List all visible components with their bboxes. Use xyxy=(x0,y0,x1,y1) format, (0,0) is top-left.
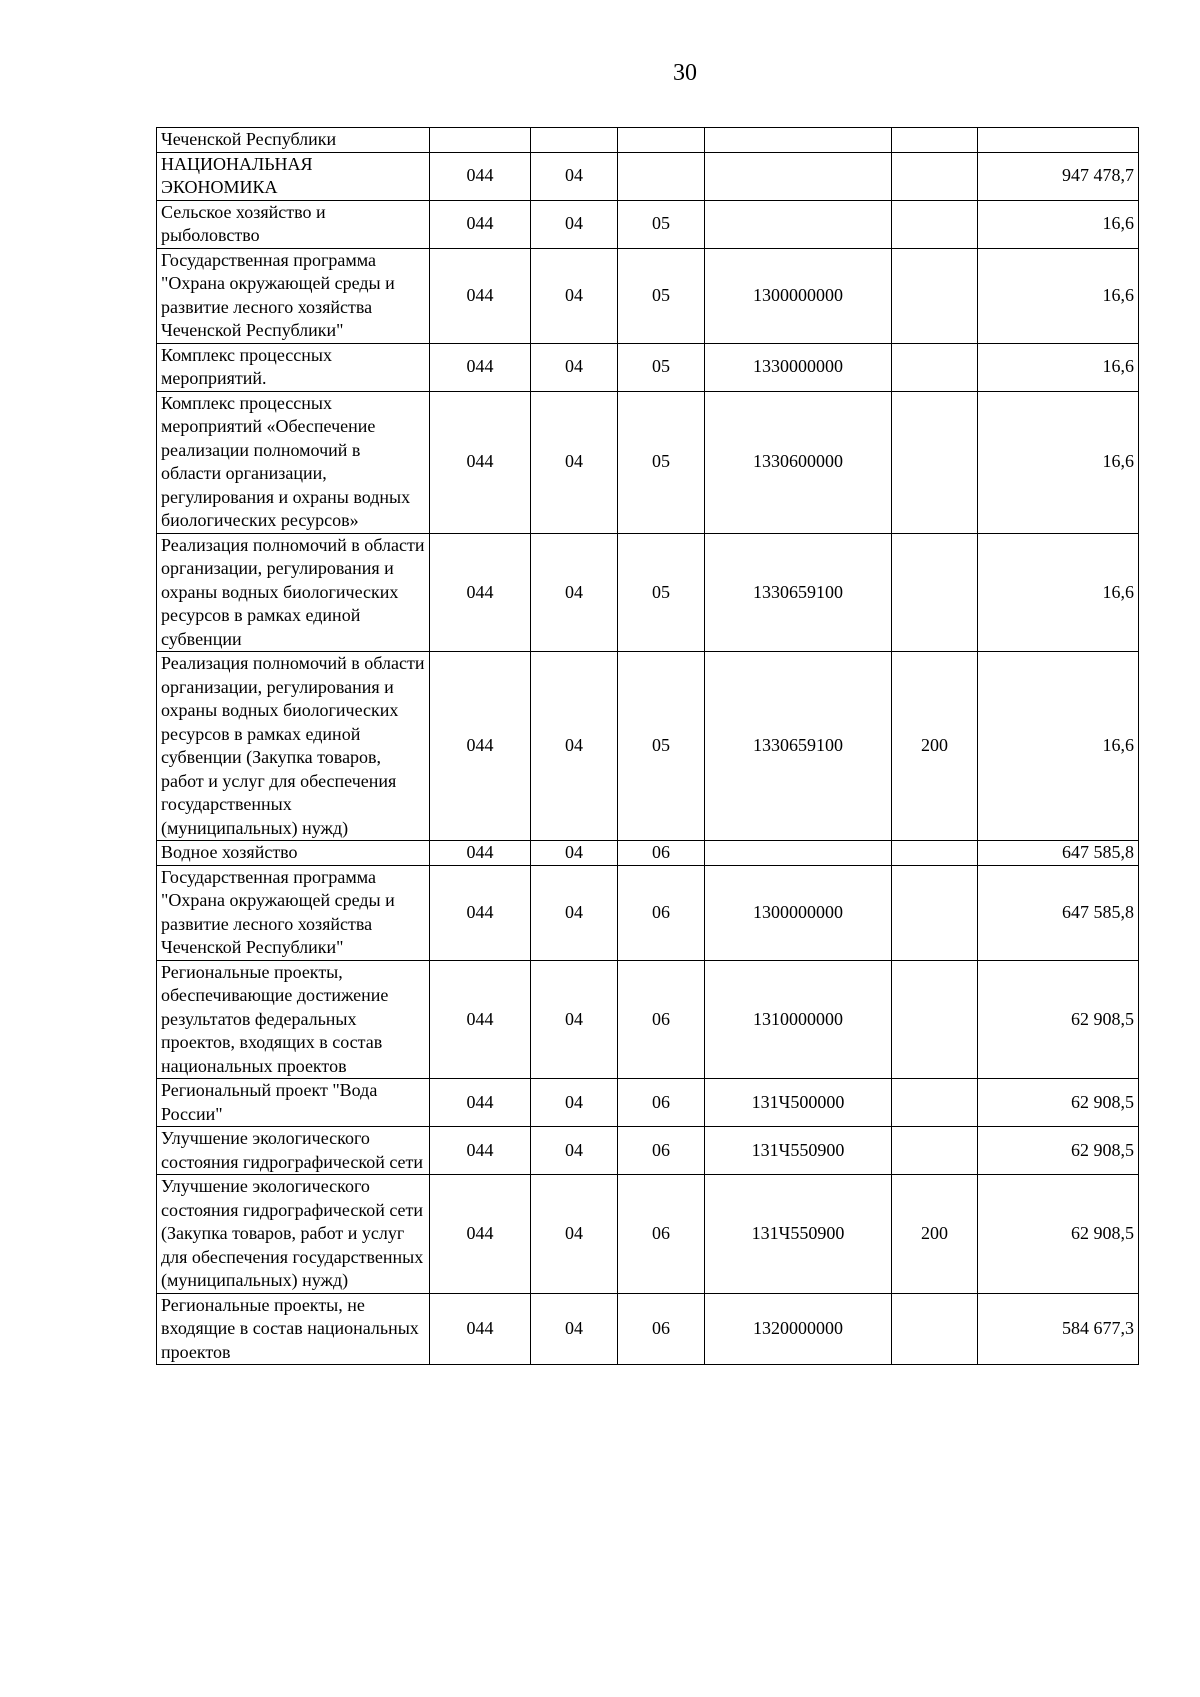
cell-amount: 16,6 xyxy=(978,652,1139,841)
cell-subsection xyxy=(618,152,705,200)
cell-expense-type xyxy=(892,128,978,153)
table-row xyxy=(157,960,1139,1079)
cell-section: 04 xyxy=(531,343,618,391)
cell-amount: 62 908,5 xyxy=(978,1175,1139,1294)
cell-expense-type xyxy=(892,391,978,533)
cell-amount: 62 908,5 xyxy=(978,1127,1139,1175)
cell-name: Реализация полномочий в области организации, регулирования и охраны водных биологических ресурсов в рамках единой субвенции (Закупка товаров, работ и услуг для обеспечения государственных (муниципальных) нужд) xyxy=(157,652,430,841)
cell-expense-type xyxy=(892,533,978,652)
cell-name: Чеченской Республики xyxy=(157,128,430,153)
cell-target-article: 1300000000 xyxy=(705,248,892,343)
cell-target-article: 131Ч500000 xyxy=(705,1079,892,1127)
cell-grbs: 044 xyxy=(430,1293,531,1365)
cell-name: Комплекс процессных мероприятий. xyxy=(157,343,430,391)
cell-subsection: 06 xyxy=(618,865,705,960)
cell-section: 04 xyxy=(531,1293,618,1365)
cell-section: 04 xyxy=(531,652,618,841)
table-row xyxy=(157,1293,1139,1365)
cell-subsection: 06 xyxy=(618,1127,705,1175)
table-row xyxy=(157,128,1139,153)
cell-section: 04 xyxy=(531,1175,618,1294)
cell-subsection: 06 xyxy=(618,1175,705,1294)
cell-target-article: 1310000000 xyxy=(705,960,892,1079)
cell-target-article: 131Ч550900 xyxy=(705,1175,892,1294)
cell-name: Региональный проект "Вода России" xyxy=(157,1079,430,1127)
cell-target-article xyxy=(705,841,892,866)
cell-amount: 647 585,8 xyxy=(978,841,1139,866)
cell-subsection: 06 xyxy=(618,960,705,1079)
cell-subsection: 06 xyxy=(618,1079,705,1127)
cell-subsection: 06 xyxy=(618,841,705,866)
cell-expense-type: 200 xyxy=(892,1175,978,1294)
cell-name: Региональные проекты, обеспечивающие достижение результатов федеральных проектов, входящих в состав национальных проектов xyxy=(157,960,430,1079)
cell-subsection: 05 xyxy=(618,652,705,841)
cell-expense-type xyxy=(892,841,978,866)
cell-expense-type xyxy=(892,343,978,391)
cell-grbs: 044 xyxy=(430,841,531,866)
cell-expense-type xyxy=(892,152,978,200)
page-number: 30 xyxy=(673,60,697,86)
cell-expense-type xyxy=(892,865,978,960)
table-row xyxy=(157,865,1139,960)
table-row xyxy=(157,1127,1139,1175)
cell-section: 04 xyxy=(531,1079,618,1127)
cell-expense-type xyxy=(892,200,978,248)
cell-amount: 947 478,7 xyxy=(978,152,1139,200)
cell-amount: 62 908,5 xyxy=(978,960,1139,1079)
cell-grbs: 044 xyxy=(430,1079,531,1127)
cell-amount: 16,6 xyxy=(978,533,1139,652)
cell-subsection: 05 xyxy=(618,391,705,533)
cell-section: 04 xyxy=(531,1127,618,1175)
cell-target-article: 1300000000 xyxy=(705,865,892,960)
cell-section: 04 xyxy=(531,152,618,200)
cell-expense-type xyxy=(892,1127,978,1175)
cell-name: НАЦИОНАЛЬНАЯ ЭКОНОМИКА xyxy=(157,152,430,200)
cell-amount: 584 677,3 xyxy=(978,1293,1139,1365)
budget-table xyxy=(156,127,1139,1365)
cell-section: 04 xyxy=(531,391,618,533)
cell-target-article: 1330659100 xyxy=(705,652,892,841)
table-row xyxy=(157,652,1139,841)
cell-grbs: 044 xyxy=(430,248,531,343)
cell-grbs: 044 xyxy=(430,200,531,248)
cell-name: Комплекс процессных мероприятий «Обеспечение реализации полномочий в области организации, регулирования и охраны водных биологических ресурсов» xyxy=(157,391,430,533)
cell-target-article: 131Ч550900 xyxy=(705,1127,892,1175)
cell-amount xyxy=(978,128,1139,153)
cell-subsection: 06 xyxy=(618,1293,705,1365)
table-row xyxy=(157,152,1139,200)
cell-name: Улучшение экологического состояния гидрографической сети xyxy=(157,1127,430,1175)
cell-grbs: 044 xyxy=(430,865,531,960)
table-row xyxy=(157,1175,1139,1294)
cell-target-article xyxy=(705,200,892,248)
table-row xyxy=(157,248,1139,343)
cell-name: Реализация полномочий в области организации, регулирования и охраны водных биологических ресурсов в рамках единой субвенции xyxy=(157,533,430,652)
cell-amount: 62 908,5 xyxy=(978,1079,1139,1127)
cell-section: 04 xyxy=(531,841,618,866)
cell-target-article: 1320000000 xyxy=(705,1293,892,1365)
cell-section: 04 xyxy=(531,200,618,248)
cell-target-article: 1330600000 xyxy=(705,391,892,533)
cell-target-article xyxy=(705,152,892,200)
cell-subsection: 05 xyxy=(618,533,705,652)
cell-section xyxy=(531,128,618,153)
cell-grbs: 044 xyxy=(430,391,531,533)
table-row xyxy=(157,533,1139,652)
cell-section: 04 xyxy=(531,533,618,652)
cell-grbs: 044 xyxy=(430,343,531,391)
cell-grbs: 044 xyxy=(430,960,531,1079)
budget-table-body xyxy=(157,128,1139,1365)
cell-expense-type xyxy=(892,1079,978,1127)
cell-subsection: 05 xyxy=(618,248,705,343)
cell-name: Государственная программа "Охрана окружающей среды и развитие лесного хозяйства Чеченской Республики" xyxy=(157,865,430,960)
cell-amount: 16,6 xyxy=(978,391,1139,533)
table-row xyxy=(157,200,1139,248)
cell-grbs: 044 xyxy=(430,152,531,200)
cell-target-article: 1330000000 xyxy=(705,343,892,391)
cell-name: Государственная программа "Охрана окружающей среды и развитие лесного хозяйства Чеченской Республики" xyxy=(157,248,430,343)
cell-name: Региональные проекты, не входящие в состав национальных проектов xyxy=(157,1293,430,1365)
table-row xyxy=(157,1079,1139,1127)
cell-section: 04 xyxy=(531,248,618,343)
cell-grbs: 044 xyxy=(430,1175,531,1294)
table-row xyxy=(157,391,1139,533)
cell-amount: 16,6 xyxy=(978,200,1139,248)
cell-name: Улучшение экологического состояния гидрографической сети (Закупка товаров, работ и услуг для обеспечения государственных (муниципальных) нужд) xyxy=(157,1175,430,1294)
cell-grbs: 044 xyxy=(430,652,531,841)
cell-target-article xyxy=(705,128,892,153)
cell-name: Водное хозяйство xyxy=(157,841,430,866)
cell-amount: 16,6 xyxy=(978,343,1139,391)
cell-subsection: 05 xyxy=(618,200,705,248)
cell-expense-type xyxy=(892,248,978,343)
table-row xyxy=(157,841,1139,866)
cell-grbs: 044 xyxy=(430,533,531,652)
cell-section: 04 xyxy=(531,865,618,960)
cell-section: 04 xyxy=(531,960,618,1079)
cell-expense-type xyxy=(892,1293,978,1365)
table-row xyxy=(157,343,1139,391)
cell-target-article: 1330659100 xyxy=(705,533,892,652)
cell-expense-type: 200 xyxy=(892,652,978,841)
cell-grbs xyxy=(430,128,531,153)
cell-name: Сельское хозяйство и рыболовство xyxy=(157,200,430,248)
cell-grbs: 044 xyxy=(430,1127,531,1175)
cell-subsection xyxy=(618,128,705,153)
cell-amount: 647 585,8 xyxy=(978,865,1139,960)
cell-subsection: 05 xyxy=(618,343,705,391)
cell-amount: 16,6 xyxy=(978,248,1139,343)
cell-expense-type xyxy=(892,960,978,1079)
